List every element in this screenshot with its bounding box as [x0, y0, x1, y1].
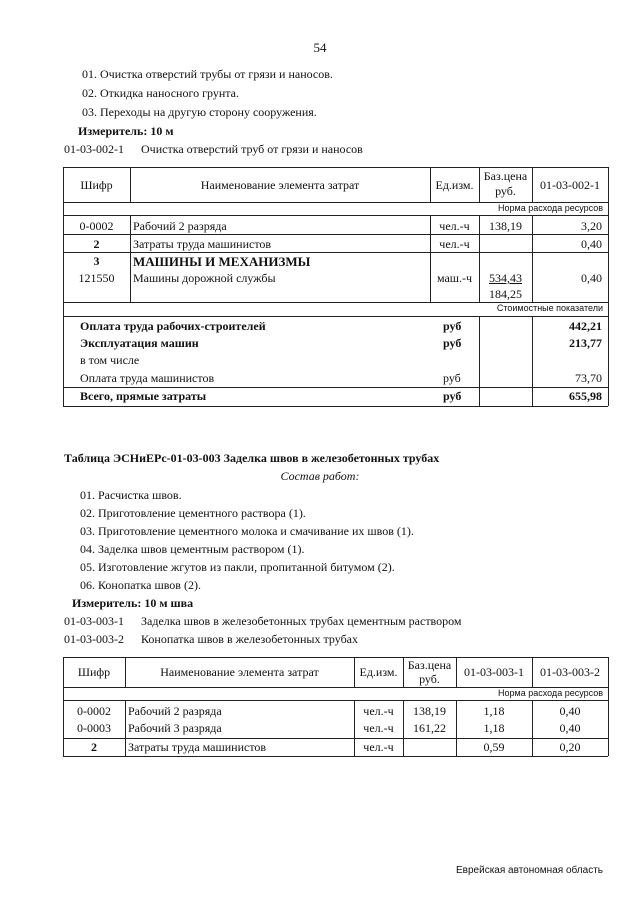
header-code: Шифр — [80, 178, 113, 192]
row-value: 0,40 — [581, 237, 602, 251]
code-line-text: Конопатка швов в железобетонных трубах — [141, 632, 359, 646]
row-price: 161,22 — [413, 721, 446, 735]
row-code: 121550 — [78, 271, 115, 285]
header-col: 01-03-002-1 — [540, 178, 600, 192]
norm-label: Норма расхода ресурсов — [498, 203, 603, 213]
row-name: Затраты труда машинистов — [128, 740, 267, 754]
row-value: 3,20 — [581, 219, 602, 233]
code-line-code: 01-03-002-1 — [64, 142, 124, 156]
row-v1: 0,59 — [483, 740, 505, 754]
row-v2: 0,40 — [559, 721, 581, 735]
header-unit: Ед.изм. — [359, 665, 398, 679]
header-col2: 01-03-003-2 — [540, 665, 600, 679]
norm-label: Норма расхода ресурсов — [498, 688, 603, 698]
code-line-code: 01-03-003-1 — [64, 614, 124, 628]
row-price: 138,19 — [413, 704, 446, 718]
header-col1: 01-03-003-1 — [464, 665, 524, 679]
cost-unit: руб — [443, 371, 461, 385]
work-item: 03. Переходы на другую сторону сооружения. — [82, 105, 317, 119]
row-name: Машины дорожной службы — [133, 271, 276, 285]
work-item: 06. Конопатка швов (2). — [80, 578, 201, 592]
row-name: МАШИНЫ И МЕХАНИЗМЫ — [133, 254, 311, 269]
cost-value: 213,77 — [569, 336, 602, 350]
cost-name: Эксплуатация машин — [80, 336, 199, 350]
meter-label: Измеритель: 10 м шва — [72, 596, 194, 610]
cost-value: 73,70 — [575, 371, 602, 385]
row-v1: 1,18 — [483, 721, 505, 735]
row-name: Затраты труда машинистов — [133, 237, 272, 251]
cost-name: Оплата труда машинистов — [80, 371, 215, 385]
row-unit: чел.-ч — [363, 740, 394, 754]
row-name: Рабочий 2 разряда — [128, 704, 222, 718]
header-price: Баз.цена руб. — [407, 658, 452, 686]
row-v2: 0,40 — [559, 704, 581, 718]
page-number: 54 — [313, 40, 327, 55]
cost-unit: руб — [443, 389, 462, 403]
row-code: 2 — [93, 237, 100, 251]
work-item: 04. Заделка швов цементным раствором (1). — [80, 542, 305, 556]
row-price-2: 184,25 — [489, 287, 522, 301]
row-name: Рабочий 3 разряда — [128, 721, 222, 735]
work-item: 02. Откидка наносного грунта. — [82, 86, 239, 100]
work-item: 03. Приготовление цементного молока и смачивание их швов (1). — [80, 524, 414, 538]
cost-name: Оплата труда рабочих-строителей — [80, 319, 266, 333]
meter-label: Измеритель: 10 м — [78, 124, 174, 138]
cost-name: в том числе — [80, 353, 140, 367]
work-item: 02. Приготовление цементного раствора (1). — [80, 506, 306, 520]
table-subtitle: Состав работ: — [280, 469, 360, 483]
row-unit: чел.-ч — [439, 219, 470, 233]
header-name: Наименование элемента затрат — [200, 178, 360, 192]
row-v2: 0,20 — [559, 740, 581, 754]
cost-unit: руб — [443, 319, 462, 333]
cost-value: 442,21 — [569, 319, 602, 333]
code-line-text: Очистка отверстий труб от грязи и наносов — [141, 142, 363, 156]
table-title: Таблица ЭСНиЕРс-01-03-003 Заделка швов в железобетонных трубах — [64, 451, 440, 465]
row-unit: чел.-ч — [363, 721, 394, 735]
row-price: 138,19 — [489, 219, 522, 233]
cost-value: 655,98 — [569, 389, 602, 403]
header-code: Шифр — [77, 665, 111, 679]
cost-name: Всего, прямые затраты — [80, 389, 207, 403]
code-line-text: Заделка швов в железобетонных трубах цементным раствором — [141, 614, 462, 628]
work-item: 01. Очистка отверстий трубы от грязи и наносов. — [82, 67, 333, 81]
work-item: 01. Расчистка швов. — [80, 488, 182, 502]
row-code: 0-0002 — [77, 704, 111, 718]
header-unit: Ед.изм. — [435, 178, 474, 192]
work-item: 05. Изготовление жгутов из пакли, пропитанной битумом (2). — [80, 560, 395, 574]
row-name: Рабочий 2 разряда — [133, 219, 227, 233]
row-price: 534,43 — [489, 271, 522, 285]
cost-label: Стоимостные показатели — [496, 303, 603, 313]
footer-region: Еврейская автономная область — [456, 865, 603, 876]
row-code: 0-0002 — [79, 219, 114, 233]
row-unit: чел.-ч — [439, 237, 470, 251]
row-value: 0,40 — [581, 271, 602, 285]
row-code: 3 — [93, 254, 100, 268]
row-unit: чел.-ч — [363, 704, 394, 718]
header-price: Баз.цена руб. — [483, 169, 528, 198]
cost-unit: руб — [443, 336, 462, 350]
row-v1: 1,18 — [483, 704, 505, 718]
row-code: 2 — [91, 740, 97, 754]
row-code: 0-0003 — [77, 721, 111, 735]
row-unit: маш.-ч — [436, 271, 473, 285]
code-line-code: 01-03-003-2 — [64, 632, 124, 646]
header-name: Наименование элемента затрат — [160, 665, 319, 679]
